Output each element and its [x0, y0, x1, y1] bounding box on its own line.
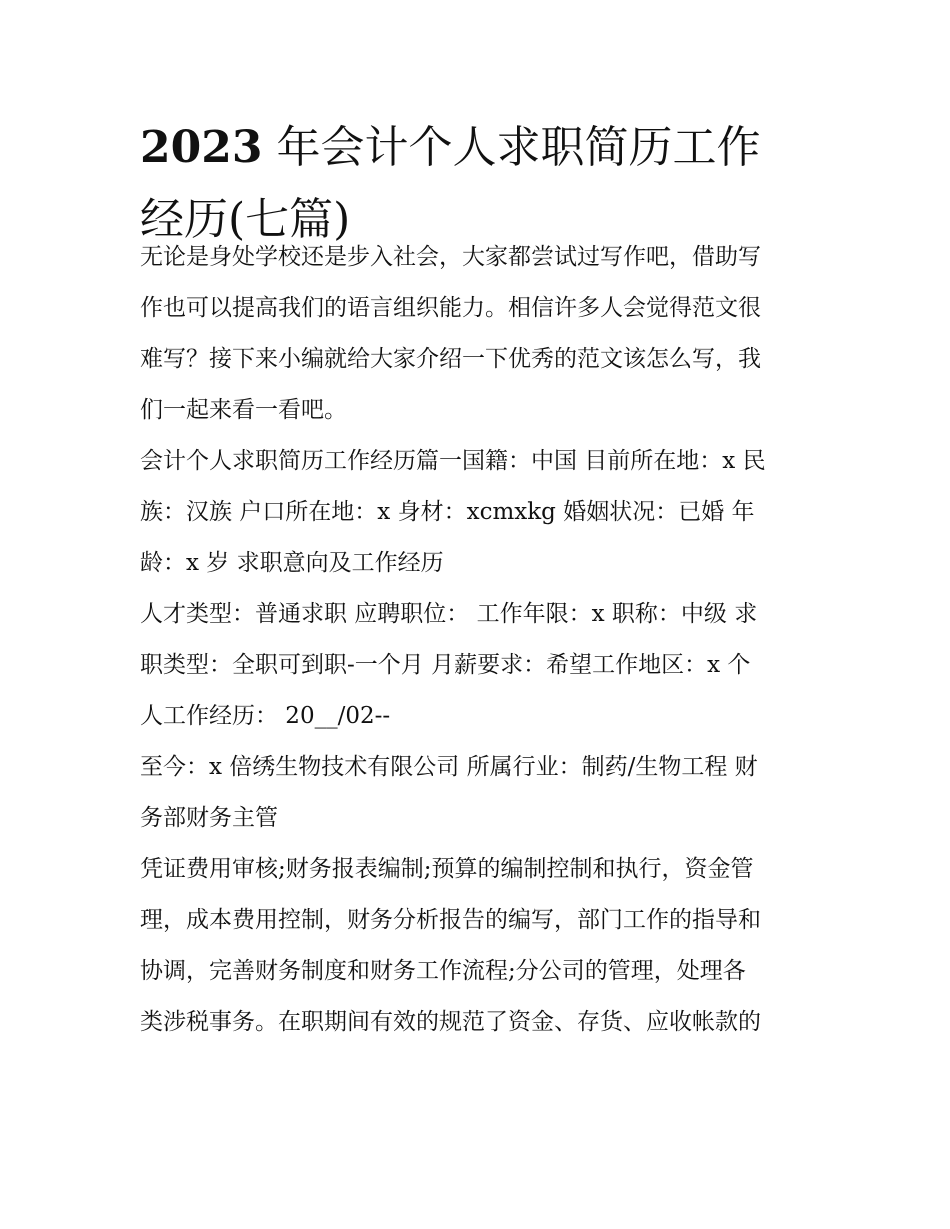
text-line: 作也可以提高我们的语言组织能力。相信许多人会觉得范文很 [140, 295, 761, 321]
paragraph-employer [140, 742, 820, 844]
text-line: 务部财务主管 [140, 805, 278, 831]
text-line: 会计个人求职简历工作经历篇一国籍：中国 目前所在地：x 民 [140, 448, 766, 474]
paragraph-duties [140, 844, 820, 1048]
text-line: 理，成本费用控制，财务分析报告的编写，部门工作的指导和 [140, 907, 761, 933]
text-line: 职类型：全职可到职-一个月 月薪要求：希望工作地区：x 个 [140, 652, 751, 678]
text-line: 族：汉族 户口所在地：x 身材：xcmxkg 婚姻状况：已婚 年 [140, 499, 755, 525]
text-line: 无论是身处学校还是步入社会，大家都尝试过写作吧，借助写 [140, 244, 761, 270]
text-line: 人才类型：普通求职 应聘职位： 工作年限：x 职称：中级 求 [140, 601, 758, 627]
text-line: 们一起来看一看吧。 [140, 397, 347, 423]
paragraph-job-intent [140, 589, 820, 742]
paragraph-intro [140, 232, 820, 436]
text-line: 凭证费用审核;财务报表编制;预算的编制控制和执行，资金管 [140, 856, 754, 882]
text-line: 类涉税事务。在职期间有效的规范了资金、存货、应收帐款的 [140, 1009, 761, 1035]
title-line-2: 经历(七篇) [140, 194, 351, 245]
text-line: 至今：x 倍绣生物技术有限公司 所属行业：制药/生物工程 财 [140, 754, 758, 780]
document-body [140, 232, 820, 1048]
title-year: 2023 [140, 122, 263, 173]
text-line: 人工作经历： 20__/02-- [140, 703, 391, 729]
text-line: 难写？接下来小编就给大家介绍一下优秀的范文该怎么写，我 [140, 346, 761, 372]
paragraph-personal-info [140, 436, 820, 589]
text-line: 协调，完善财务制度和财务工作流程;分公司的管理，处理各 [140, 958, 746, 984]
text-line: 龄：x 岁 求职意向及工作经历 [140, 550, 444, 576]
title-line-1: 2023 年会计个人求职简历工作 [140, 122, 761, 173]
